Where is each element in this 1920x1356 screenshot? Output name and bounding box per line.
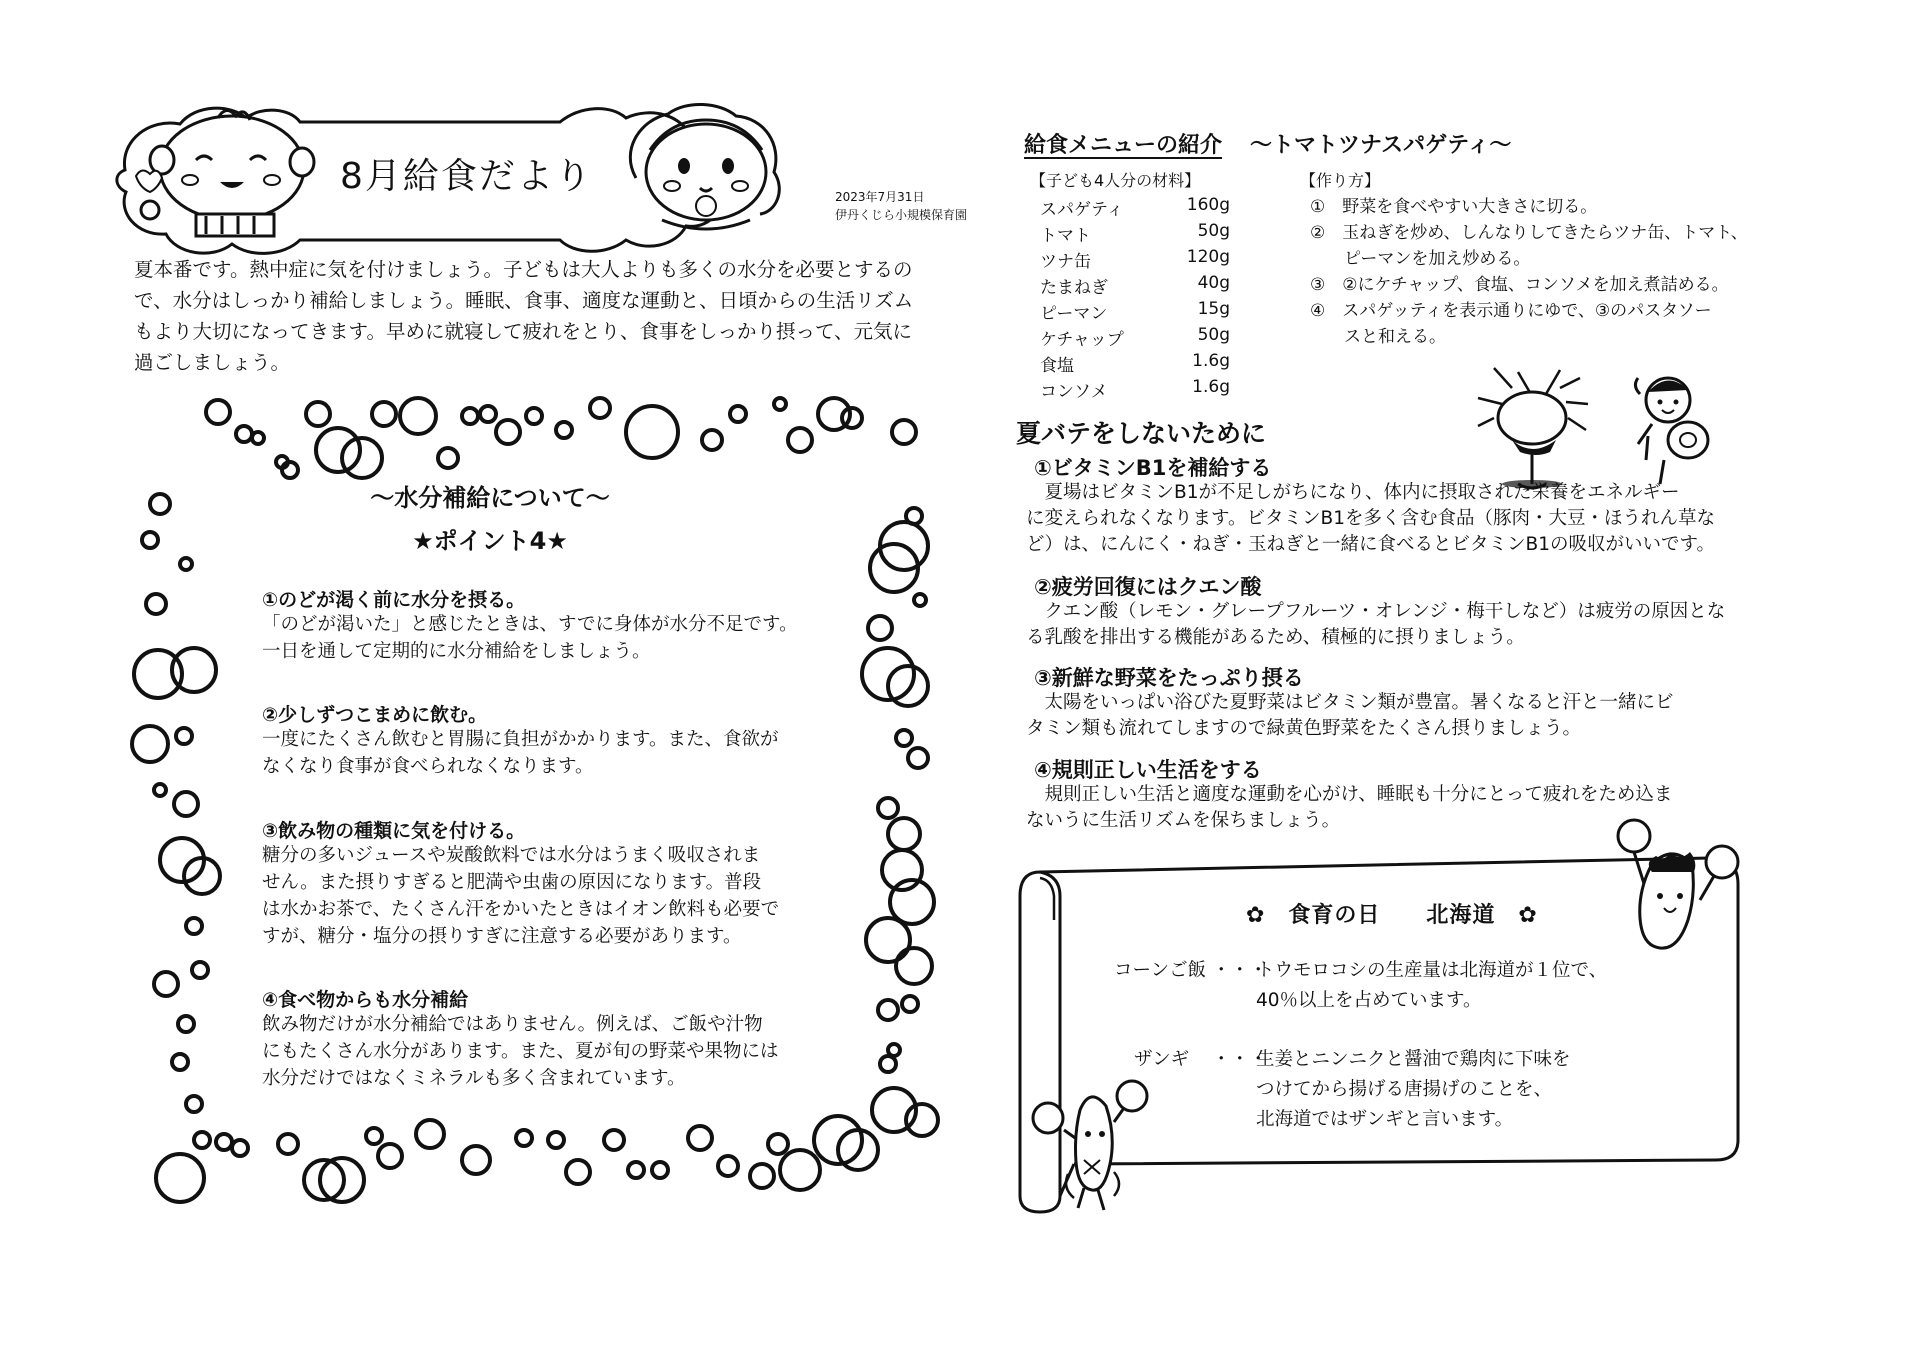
bubble-ring xyxy=(316,428,360,472)
shokuiku-item-line: つけてから揚げる唐揚げのことを、 xyxy=(1256,1079,1553,1100)
natsubate-line: に変えられなくなります。ビタミンB1を多く含む食品（豚肉・大豆・ほうれん草な xyxy=(1026,508,1715,529)
bubble-ring xyxy=(604,1130,624,1150)
ingredient-name: たまねぎ xyxy=(1040,278,1108,298)
shokuiku-item-line: トウモロコシの生産量は北海道が１位で、 xyxy=(1256,960,1608,981)
hydration-point-line: なくなり食事が食べられなくなります。 xyxy=(262,756,594,777)
shokuiku-item-line: 40％以上を占めています。 xyxy=(1256,990,1482,1011)
natsubate-section-heading: ③新鮮な野菜をたっぷり摂る xyxy=(1034,666,1304,690)
bubble-ring xyxy=(306,402,330,426)
natsubate-line: 太陽をいっぱい浴びた夏野菜はビタミン類が豊富。暑くなると汗と一緒にビ xyxy=(1026,692,1674,713)
ingredient-qty: 1.6g xyxy=(1192,377,1230,397)
hydration-point-line: すが、糖分・塩分の摂りすぎに注意する必要があります。 xyxy=(262,926,742,947)
bubble-ring xyxy=(156,1154,204,1202)
natsubate-line: ないうに生活リズムを保ちましょう。 xyxy=(1026,810,1341,831)
hydration-point-line: 水分だけではなくミネラルも多く含まれています。 xyxy=(262,1068,686,1089)
bubble-ring xyxy=(688,1126,712,1150)
bubble-ring xyxy=(888,818,920,850)
bubble-ring xyxy=(730,406,746,422)
bubble-ring xyxy=(174,792,198,816)
bubble-ring xyxy=(496,420,520,444)
bubble-ring xyxy=(896,948,932,984)
bubble-ring xyxy=(142,532,158,548)
bubble-ring xyxy=(556,422,572,438)
ingredient-name: コンソメ xyxy=(1040,382,1108,402)
natsubate-line: 夏場はビタミンB1が不足しがちになり、体内に摂取された栄養をエネルギー xyxy=(1026,482,1680,503)
school-name: 伊丹くじら小規模保育園 xyxy=(835,208,968,222)
bubble-ring xyxy=(878,1000,898,1020)
bubble-ring xyxy=(154,972,178,996)
ingredient-qty: 40g xyxy=(1197,273,1230,293)
bubble-ring xyxy=(888,666,928,706)
ingredient-name: ツナ缶 xyxy=(1040,252,1091,272)
menu-dish-name: ～トマトツナスパゲティ～ xyxy=(1250,133,1512,158)
issue-date: 2023年7月31日 xyxy=(835,190,925,204)
hydration-point-heading: ②少しずつこまめに飲む。 xyxy=(262,704,488,726)
ingredient-qty: 50g xyxy=(1197,221,1230,241)
bubble-ring xyxy=(416,1120,444,1148)
ingredient-qty: 120g xyxy=(1186,247,1230,267)
bubble-ring xyxy=(172,648,216,692)
bubble-ring xyxy=(914,594,926,606)
bubble-ring xyxy=(366,1128,382,1144)
bubble-ring xyxy=(788,428,812,452)
hydration-point-heading: ④食べ物からも水分補給 xyxy=(262,989,469,1011)
shokuiku-item-line: 北海道ではザンギと言います。 xyxy=(1256,1109,1514,1130)
shokuiku-item-line: 生姜とニンニクと醤油で鶏肉に下味を xyxy=(1256,1049,1571,1070)
bubble-ring xyxy=(902,996,918,1012)
bubble-ring xyxy=(652,1162,668,1178)
menu-heading: 給食メニューの紹介 xyxy=(1024,133,1223,158)
hydration-point-line: 一日を通して定期的に水分補給をしましょう。 xyxy=(262,641,651,662)
shokuiku-item-sep: ・・・ xyxy=(1212,960,1268,981)
natsubate-section-heading: ②疲労回復にはクエン酸 xyxy=(1034,575,1262,599)
bubble-ring xyxy=(180,558,192,570)
bubble-ring xyxy=(780,1150,820,1190)
bubble-ring xyxy=(192,962,208,978)
bubble-ring xyxy=(548,1132,564,1148)
issue-date-block xyxy=(835,188,967,224)
bubble-ring xyxy=(892,420,916,444)
hydration-point-heading: ①のどが渇く前に水分を摂る。 xyxy=(262,589,526,611)
bubble-ring xyxy=(282,462,298,478)
natsubate-line: ど）は、にんにく・ねぎ・玉ねぎと一緒に食べるとビタミンB1の吸収がいいです。 xyxy=(1026,534,1715,555)
bubble-ring xyxy=(342,438,382,478)
natsubate-line: タミン類も流れてしますので緑黄色野菜をたくさん摂りましょう。 xyxy=(1026,718,1582,739)
bubble-ring xyxy=(372,402,396,426)
bubble-ring xyxy=(774,398,786,410)
bubble-ring xyxy=(868,616,892,640)
ingredient-qty: 50g xyxy=(1197,325,1230,345)
ingredient-name: スパゲティ xyxy=(1040,200,1124,220)
natsubate-line: 規則正しい生活と適度な運動を心がけ、睡眠も十分にとって疲れをため込ま xyxy=(1026,784,1673,805)
hydration-point-heading: ③飲み物の種類に気を付ける。 xyxy=(262,820,526,842)
ingredient-name: 食塩 xyxy=(1040,356,1074,376)
bubble-ring xyxy=(896,730,912,746)
bubble-ring xyxy=(146,594,166,614)
hydration-subtitle: ★ポイント4★ xyxy=(412,527,568,555)
bubble-ring xyxy=(176,728,192,744)
page-title: 8月給食だより xyxy=(340,156,593,197)
bubble-ring xyxy=(194,1132,210,1148)
bubble-ring xyxy=(768,1134,788,1154)
ingredient-qty: 160g xyxy=(1186,195,1230,215)
steps-title: 【作り方】 xyxy=(1300,171,1381,190)
natsubate-heading: 夏バテをしないために xyxy=(1016,419,1267,448)
shokuiku-item-label: コーンご飯 xyxy=(1114,960,1207,981)
ingredient-qty: 15g xyxy=(1197,299,1230,319)
bubble-ring xyxy=(438,448,458,468)
bubble-ring xyxy=(216,1134,232,1150)
bubble-ring xyxy=(178,1016,194,1032)
bubble-ring xyxy=(590,398,610,418)
natsubate-section-heading: ①ビタミンB1を補給する xyxy=(1034,456,1272,480)
step-line: ピーマンを加え炒める。 xyxy=(1310,249,1531,269)
bubble-ring xyxy=(462,1146,490,1174)
step-line: ④ スパゲッティを表示通りにゆで、③のパスタソー xyxy=(1310,301,1712,321)
hydration-point-line: にもたくさん水分があります。また、夏が旬の野菜や果物には xyxy=(262,1041,779,1062)
bubble-ring xyxy=(628,1162,644,1178)
bubble-ring xyxy=(462,408,478,424)
bubble-ring xyxy=(842,408,862,428)
bubble-ring xyxy=(626,406,678,458)
bubble-ring xyxy=(186,1096,202,1112)
ingredients-title: 【子ども4人分の材料】 xyxy=(1030,171,1201,190)
bubble-ring xyxy=(278,1134,298,1154)
bubble-ring xyxy=(132,726,168,762)
bubble-ring xyxy=(526,408,542,424)
bubble-ring xyxy=(750,1164,774,1188)
hydration-point-line: 糖分の多いジュースや炭酸飲料では水分はうまく吸収されま xyxy=(262,845,761,866)
steps-list xyxy=(1310,194,1748,350)
hydration-title: ～水分補給について～ xyxy=(370,484,610,512)
bubble-ring xyxy=(906,1104,938,1136)
bubble-ring xyxy=(702,430,722,450)
ingredient-name: ケチャップ xyxy=(1040,330,1124,350)
corn-maracas-icon xyxy=(0,0,1,1)
bubble-ring xyxy=(880,1056,896,1072)
hydration-point-line: 飲み物だけが水分補給ではありません。例えば、ご飯や汁物 xyxy=(262,1014,763,1035)
ingredient-name: ピーマン xyxy=(1040,304,1108,324)
step-line: ② 玉ねぎを炒め、しんなりしてきたらツナ缶、トマト、 xyxy=(1310,223,1748,243)
hydration-point-line: は水かお茶で、たくさん汗をかいたときはイオン飲料も必要で xyxy=(262,899,780,920)
bubble-ring xyxy=(908,748,928,768)
bubble-ring xyxy=(516,1130,532,1146)
natsubate-section-heading: ④規則正しい生活をする xyxy=(1034,758,1262,782)
menu-heading-row xyxy=(1024,128,1511,159)
step-line: ① 野菜を食べやすい大きさに切る。 xyxy=(1310,197,1598,217)
bubble-ring xyxy=(154,784,166,796)
bubble-ring xyxy=(480,406,496,422)
bubble-ring xyxy=(186,918,202,934)
step-line: スと和える。 xyxy=(1310,327,1446,347)
natsubate-line: る乳酸を排出する機能があるため、積極的に摂りましょう。 xyxy=(1026,627,1525,648)
bubble-ring xyxy=(878,798,898,818)
bubble-ring xyxy=(718,1156,738,1176)
bubble-ring xyxy=(866,918,910,962)
ingredient-qty: 1.6g xyxy=(1192,351,1230,371)
shokuiku-item-sep: ・・・ xyxy=(1212,1049,1268,1070)
hydration-point-line: 一度にたくさん飲むと胃腸に負担がかかります。また、食欲が xyxy=(262,729,779,750)
bubble-ring xyxy=(150,494,170,514)
step-line: ③ ②にケチャップ、食塩、コンソメを加え煮詰める。 xyxy=(1310,275,1729,295)
bubble-ring xyxy=(400,398,436,434)
ingredient-name: トマト xyxy=(1040,226,1091,246)
bubble-ring xyxy=(236,426,252,442)
hydration-point-line: 「のどが渇いた」と感じたときは、すでに身体が水分不足です。 xyxy=(262,614,798,635)
shokuiku-item-label: ザンギ xyxy=(1134,1049,1190,1070)
bubble-ring xyxy=(206,400,230,424)
hydration-point-line: せん。また摂りすぎると肥満や虫歯の原因になります。普段 xyxy=(262,872,762,893)
bubble-ring xyxy=(232,1140,248,1156)
bubble-ring xyxy=(172,1054,188,1070)
shokuiku-title: ✿ 食育の日 北海道 ✿ xyxy=(1246,903,1538,928)
bubble-ring xyxy=(378,1144,402,1168)
bubble-ring xyxy=(252,432,264,444)
natsubate-line: クエン酸（レモン・グレープフルーツ・オレンジ・梅干しなど）は疲労の原因とな xyxy=(1026,601,1726,622)
intro-paragraph: 夏本番です。熱中症に気を付けましょう。子どもは大人よりも多くの水分を必要とするので、水分はしっかり補給しましょう。睡眠、食事、適度な運動と、日頃からの生活リズムもより大切になってきます。早めに就寝して疲れをとり、食事をしっかり摂って、元気に過ごしましょう。 xyxy=(134,258,914,374)
bubble-ring xyxy=(566,1160,590,1184)
